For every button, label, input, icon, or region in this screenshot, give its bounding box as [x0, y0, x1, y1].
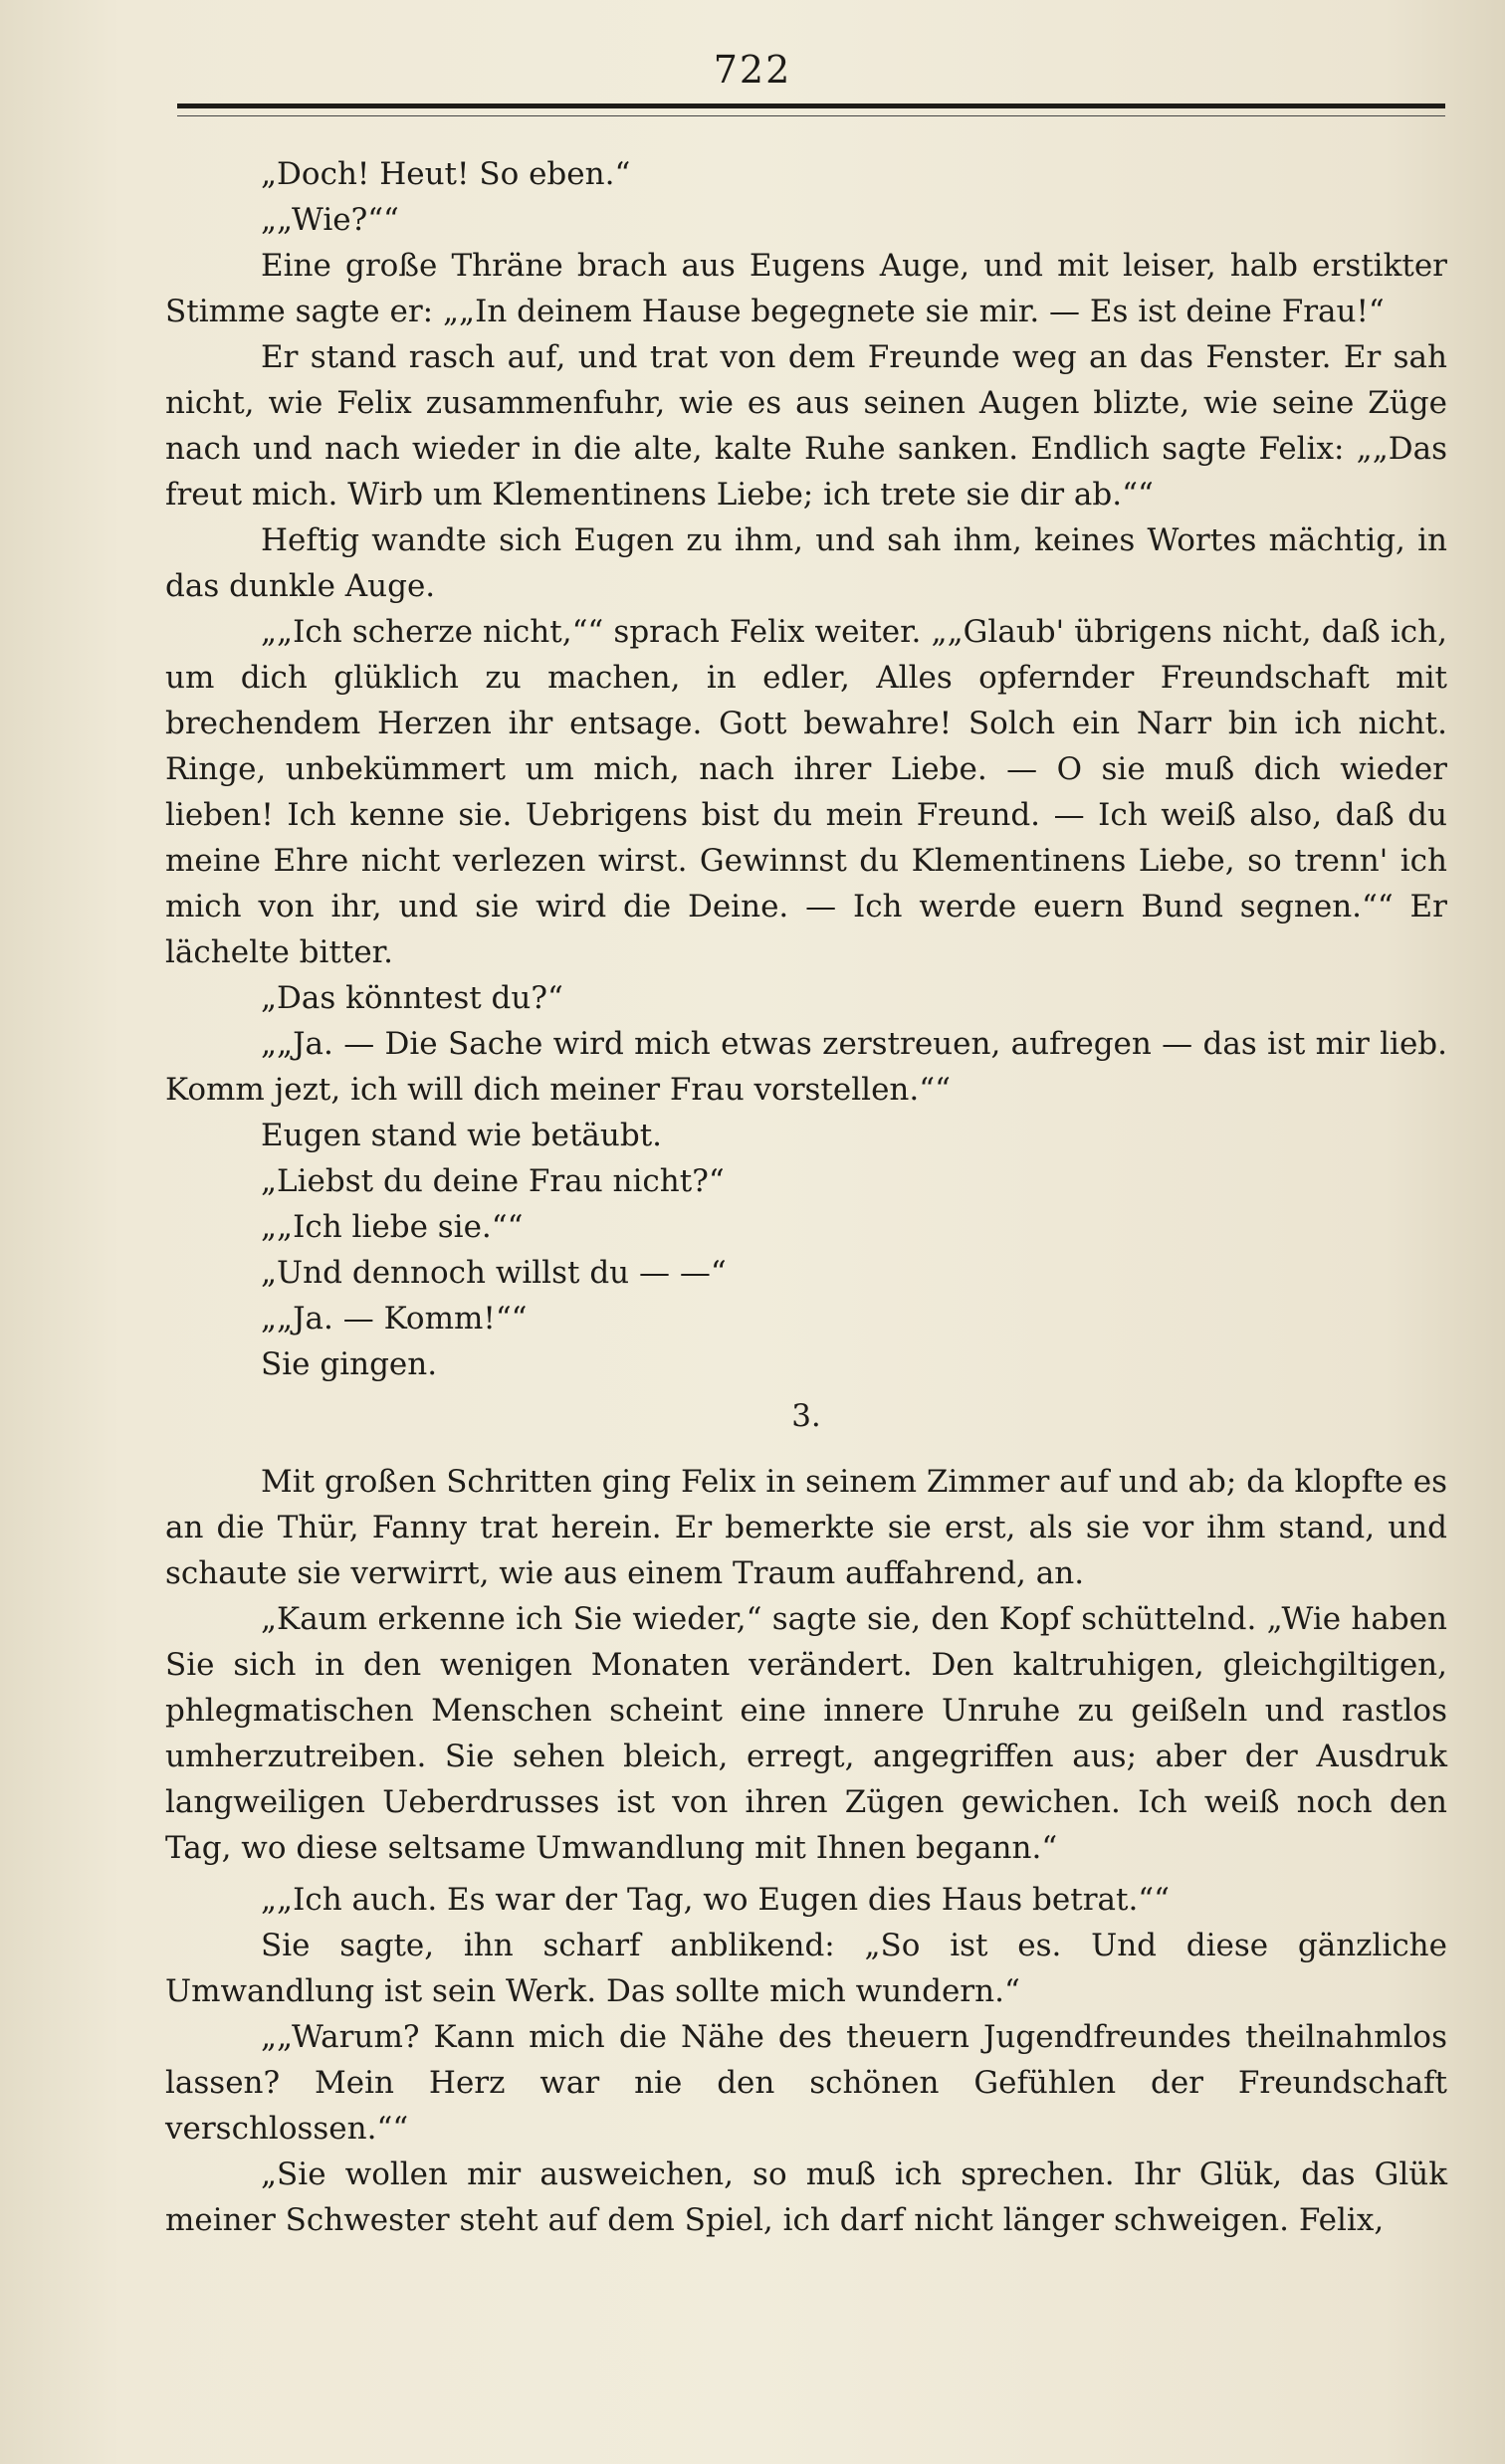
paragraph: Heftig wandte sich Eugen zu ihm, und sah ihm, keines Wortes mächtig, in das dunkle Auge.	[165, 522, 1447, 604]
paragraph: Eugen stand wie betäubt.	[261, 1118, 663, 1153]
paragraph: „Doch! Heut! So eben.“	[261, 156, 631, 192]
paragraph: Eine große Thräne brach aus Eugens Auge, und mit leiser, halb erstikter Stimme sagte er: „„In deinem Hause begegnete sie mir. — Es ist deine Frau!“	[165, 248, 1447, 329]
paragraph: „„Ja. — Die Sache wird mich etwas zerstreuen, aufregen — das ist mir lieb. Komm jezt, ich will dich meiner Frau vorstellen.““	[165, 1026, 1447, 1108]
section-number: 3.	[791, 1398, 821, 1434]
paragraph: Sie sagte, ihn scharf anblikend: „So ist es. Und diese gänzliche Umwandlung ist sein Werk. Das sollte mich wundern.“	[165, 1928, 1447, 2009]
header-rule-thin	[177, 115, 1445, 116]
paragraph: Er stand rasch auf, und trat von dem Freunde weg an das Fenster. Er sah nicht, wie Felix zusammenfuhr, wie es aus seinen Augen blizte, wie seine Züge nach und nach wieder in die alte, kalte Ruhe sanken. Endlich sagte Felix: „„Das freut mich. Wirb um Klementinens Liebe; ich trete sie dir ab.““	[165, 339, 1447, 513]
paragraph: „Kaum erkenne ich Sie wieder,“ sagte sie, den Kopf schüttelnd. „Wie haben Sie sich in den wenigen Monaten verändert. Den kaltruhigen, gleichgiltigen, phlegmatischen Menschen scheint eine innere Unruhe zu geißeln und rastlos umherzutreiben. Sie sehen bleich, erregt, angegriffen aus; aber der Ausdruk langweiligen Ueberdrusses ist von ihren Zügen gewichen. Ich weiß noch den Tag, wo diese seltsame Umwandlung mit Ihnen begann.“	[165, 1601, 1447, 1866]
paragraph: „Liebst du deine Frau nicht?“	[261, 1163, 725, 1199]
paragraph: „„Ich liebe sie.““	[261, 1209, 524, 1245]
paragraph: „„Warum? Kann mich die Nähe des theuern Jugendfreundes theilnahmlos lassen? Mein Herz war nie den schönen Gefühlen der Freundschaft verschlossen.““	[165, 2019, 1447, 2147]
paragraph: „„Ich scherze nicht,““ sprach Felix weiter. „„Glaub' übrigens nicht, daß ich, um dich glüklich zu machen, in edler, Alles opfernder Freundschaft mit brechendem Herzen ihr entsage. Gott bewahre! Solch ein Narr bin ich nicht. Ringe, unbekümmert um mich, nach ihrer Liebe. — O sie muß dich wieder lieben! Ich kenne sie. Uebrigens bist du mein Freund. — Ich weiß also, daß du meine Ehre nicht verlezen wirst. Gewinnst du Klementinens Liebe, so trenn' ich mich von ihr, und sie wird die Deine. — Ich werde euern Bund segnen.““ Er lächelte bitter.	[165, 614, 1447, 970]
paragraph: Mit großen Schritten ging Felix in seinem Zimmer auf und ab; da klopfte es an die Thür, Fanny trat herein. Er bemerkte sie erst, als sie vor ihm stand, und schaute sie verwirrt, wie aus einem Traum auffahrend, an.	[165, 1464, 1447, 1591]
paragraph: Sie gingen.	[261, 1346, 438, 1382]
paragraph: „Sie wollen mir ausweichen, so muß ich sprechen. Ihr Glük, das Glük meiner Schwester steht auf dem Spiel, ich darf nicht länger schweigen. Felix,	[165, 2156, 1447, 2238]
page-number: 722	[713, 48, 792, 92]
header-rule	[177, 103, 1445, 108]
paragraph: „„Ja. — Komm!““	[261, 1301, 528, 1336]
paragraph: „Und dennoch willst du — —“	[261, 1255, 727, 1291]
paragraph: „Das könntest du?“	[261, 980, 563, 1016]
body-text	[165, 151, 1447, 2243]
paragraph: „„Ich auch. Es war der Tag, wo Eugen dies Haus betrat.““	[261, 1882, 1171, 1918]
paragraph: „„Wie?““	[261, 202, 399, 238]
